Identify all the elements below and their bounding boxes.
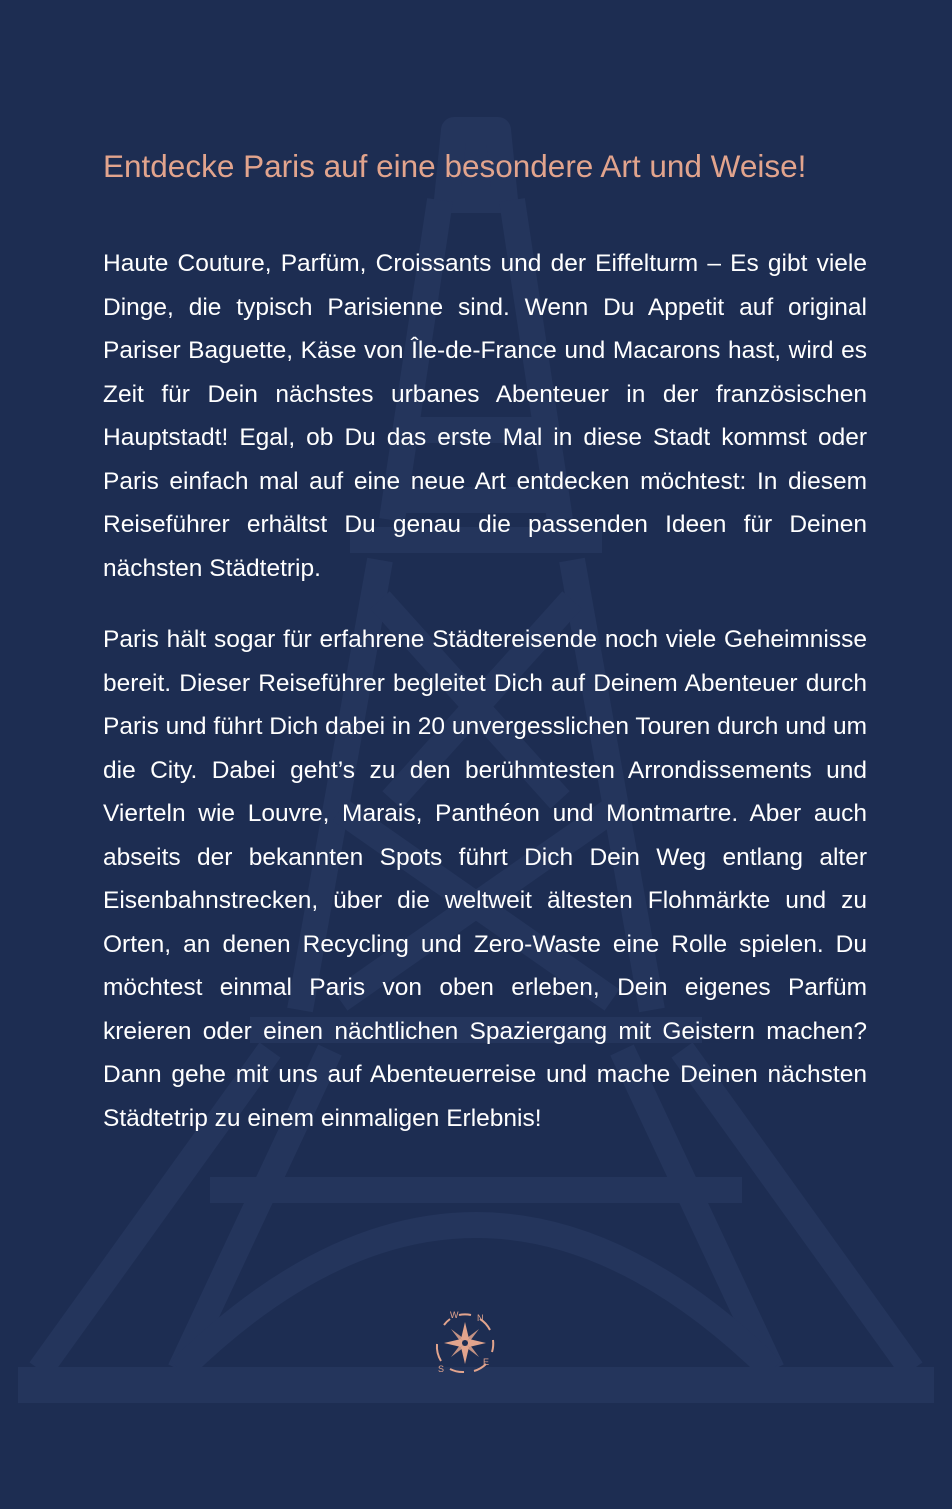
text-content	[103, 140, 867, 1168]
compass-letter-e: E	[483, 1357, 490, 1367]
compass-rose-icon	[430, 1308, 500, 1378]
compass-letter-w: W	[450, 1310, 459, 1320]
cover-heading: Entdecke Paris auf eine besondere Art und Weise!	[103, 148, 807, 184]
paragraph-tours: Paris hält sogar für erfahrene Städtereisende noch viele Geheimnisse bereit. Dieser Reiseführer begleitet Dich auf Deinem Abenteuer durch Paris und führt Dich dabei in 20 unvergesslichen Touren durch und um die City. Dabei geht’s zu den berühmtesten Arrondissements und Vierteln wie Louvre, Marais, Panthéon und Montmartre. Aber auch abseits der bekannten Spots führt Dich Dein Weg entlang alter Eisenbahnstrecken, über die weltweit ältesten Flohmärkte und zu Orten, an denen Recycling und Zero-Waste eine Rolle spielen. Du möchtest einmal Paris von oben erleben, Dein eigenes Parfüm kreieren oder einen nächtlichen Spaziergang mit Geistern machen? Dann gehe mit uns auf Abenteuerreise und mache Deinen nächsten Städtetrip zu einem einmaligen Erlebnis!	[103, 626, 867, 1132]
compass-letter-s: S	[438, 1364, 445, 1374]
paragraph-intro: Haute Couture, Parfüm, Croissants und der Eiffelturm – Es gibt viele Dinge, die typisch Parisienne sind. Wenn Du Appetit auf original Pariser Baguette, Käse von Île-de-France und Macarons hast, wird es Zeit für Dein nächstes urbanes Abenteuer in der französischen Hauptstadt! Egal, ob Du das erste Mal in diese Stadt kommst oder Paris einfach mal auf eine neue Art entdecken möchtest: In diesem Reiseführer erhältst Du genau die passenden Ideen für Deinen nächsten Städtetrip.	[103, 250, 867, 582]
compass-letter-n: N	[477, 1313, 484, 1323]
